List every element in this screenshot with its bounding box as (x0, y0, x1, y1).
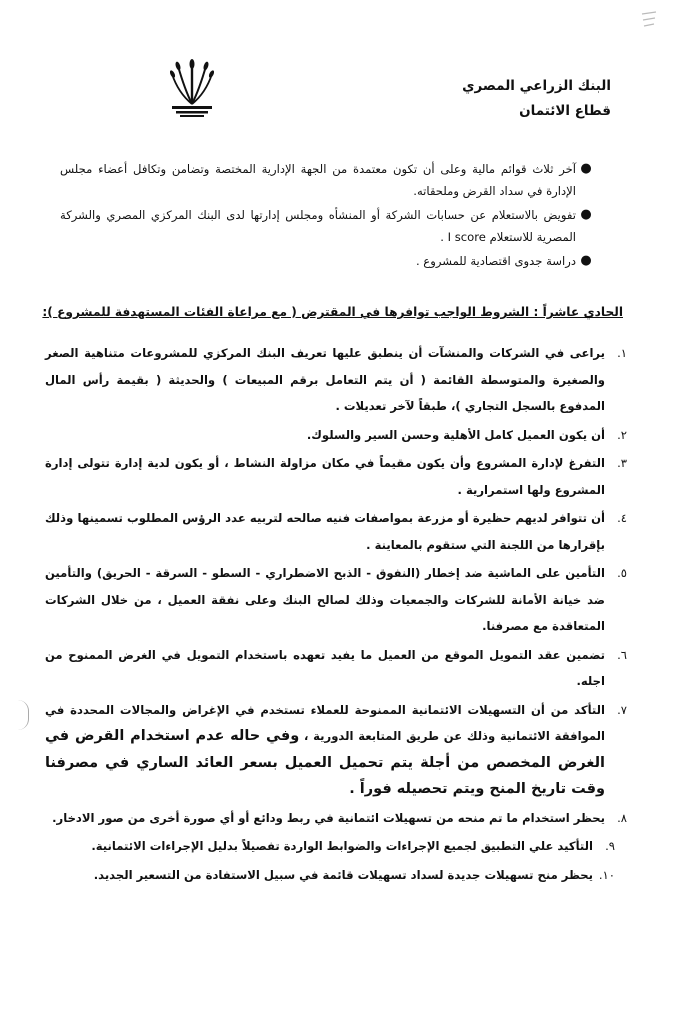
bullet-dot-icon: ● (580, 161, 592, 176)
numbered-item (45, 450, 627, 503)
requirements-bullet-list (60, 158, 596, 274)
numbered-item (45, 697, 627, 803)
bullet-item (60, 204, 596, 248)
item-number: ١٠. (598, 867, 615, 882)
item-text-regular: التأكد من أن التسهيلات الائتمانية الممنوحة للعملاء تستخدم في الإغراض والمجالات المحددة في الموافقة الائتمانية وذلك عن طريق المتابعة الدورية ، (45, 702, 605, 743)
item-number: ٣. (617, 456, 627, 470)
conditions-numbered-list (45, 340, 627, 890)
numbered-item (45, 505, 627, 558)
margin-mark (18, 700, 29, 730)
numbered-item (45, 642, 627, 695)
item-text-emphasis: وفي حاله عدم استخدام القرض في الغرض المخصص من أجلة يتم تحميل العميل بسعر العائد الساري في مصرفنا وقت تاريخ المنح ويتم تحصيله فوراً . (45, 728, 605, 797)
numbered-item (45, 560, 627, 640)
bullet-dot-icon: ● (580, 207, 592, 222)
item-number: ٢. (617, 427, 627, 442)
bullet-item (60, 250, 596, 272)
numbered-item (45, 833, 627, 860)
bullet-text: آخر ثلاث قوائم مالية وعلى أن تكون معتمدة من الجهة الإدارية المختصة وتضامن وتكافل أعضاء مجلس الإدارة في سداد القرض وملحقاته. (60, 162, 576, 198)
item-number: ٧. (617, 702, 627, 717)
bullet-item (60, 158, 596, 202)
item-number: ٦. (617, 647, 627, 662)
bullet-dot-icon: ● (580, 253, 592, 268)
item-text: يراعى في الشركات والمنشآت أن ينطبق عليها تعريف البنك المركزي للمشروعات متناهية الصغر والصغيرة والمتوسطة القائمة ( أن يتم التعامل برقم المبيعات ) والحديثة ( بقيمة رأس المال المدفوع بالسجل التجاري )، طبقاً لآخر تعديلات . (45, 346, 605, 413)
item-text: التأمين على الماشية ضد إخطار (النفوق - الذبح الاضطراري - السطو - السرقة - الحريق) والتأمين ضد خيانة الأمانة للشركات والجمعيات وذلك لصالح البنك وعلى نفقة العميل ، من خلال الشركات المتعاقدة مع مصرفنا. (45, 566, 605, 633)
item-number: ٨. (617, 810, 627, 825)
item-number: ٤. (617, 511, 627, 525)
numbered-item (45, 805, 627, 832)
item-text: أن يكون العميل كامل الأهلية وحسن السير والسلوك. (306, 427, 605, 442)
item-text: يحظر استخدام ما تم منحه من تسهيلات ائتمانية في ربط ودائع أو أي صورة أخرى من صور الادخار. (52, 810, 605, 825)
item-text: تضمين عقد التمويل الموقع من العميل ما يفيد تعهده باستخدام التمويل في الغرض الممنوح من اجله. (45, 647, 605, 688)
wheat-logo-icon (170, 58, 214, 118)
sector-name: قطاع الائتمان (519, 103, 611, 119)
section-title: الحادي عاشراً : الشروط الواجب توافرها في المقترض ( مع مراعاة الفئات المستهدفة للمشروع ): (42, 305, 623, 319)
numbered-item (45, 422, 627, 449)
item-text: التأكيد علي التطبيق لجميع الإجراءات والضوابط الواردة تفصيلاً بدليل الإجراءات الائتمانية. (91, 839, 593, 853)
item-text: التفرغ لإدارة المشروع وأن يكون مقيماً في مكان مزاولة النشاط ، أو يكون لدية إدارة تتولى إدارة المشروع ولها استمرارية . (45, 456, 605, 497)
bank-name: البنك الزراعي المصري (462, 78, 611, 94)
bullet-text: تفويض بالاستعلام عن حسابات الشركة أو المنشأه ومجلس إدارتها لدى البنك المركزي المصري والشركة المصرية للاستعلام I score . (60, 208, 576, 244)
bullet-text: دراسة جدوى اقتصادية للمشروع . (415, 254, 576, 268)
numbered-item (45, 862, 627, 889)
item-text: أن تتوافر لديهم حظيرة أو مزرعة بمواصفات فنيه صالحه لتربيه عدد الرؤس المطلوب تسمينها وذلك بإقرارها من اللجنة التي ستقوم بالمعاينة . (45, 511, 605, 552)
item-number: ١. (617, 346, 627, 360)
numbered-item (45, 340, 627, 420)
item-text (45, 697, 605, 803)
item-number: ٥. (617, 566, 627, 580)
letterhead (0, 0, 673, 150)
item-text: يحظر منح تسهيلات جديدة لسداد تسهيلات قائمة في سبيل الاستفادة من التسعير الجديد. (93, 867, 593, 882)
item-number: ٩. (605, 839, 615, 853)
corner-mark-icon (640, 10, 658, 30)
